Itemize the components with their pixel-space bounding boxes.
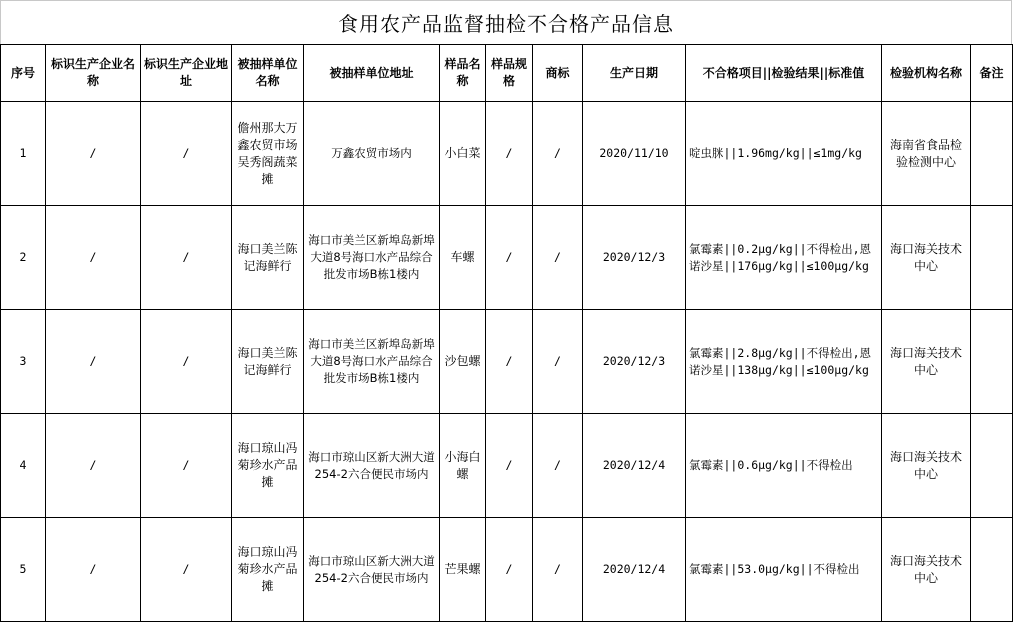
cell-no[interactable]: 5 [1,518,46,622]
header-remark[interactable]: 备注 [971,45,1013,102]
cell-sample-name[interactable]: 沙包螺 [440,310,486,414]
header-sample-name[interactable]: 样品名称 [440,45,486,102]
inspection-table [0,44,1013,622]
header-maker[interactable]: 标识生产企业名称 [46,45,141,102]
cell-lab[interactable]: 海口海关技术中心 [882,206,971,310]
cell-sampled-address[interactable]: 海口市美兰区新埠岛新埠大道8号海口水产品综合批发市场B栋1楼内 [304,310,440,414]
cell-result[interactable]: 氯霉素||53.0μg/kg||不得检出 [686,518,882,622]
cell-no[interactable]: 3 [1,310,46,414]
cell-sampled-unit[interactable]: 海口琼山冯菊珍水产品摊 [232,518,304,622]
cell-brand[interactable]: / [533,414,583,518]
cell-brand[interactable]: / [533,102,583,206]
header-production-date[interactable]: 生产日期 [583,45,686,102]
header-row [1,45,1013,102]
cell-no[interactable]: 2 [1,206,46,310]
header-sampled-address[interactable]: 被抽样单位地址 [304,45,440,102]
cell-sampled-unit[interactable]: 海口美兰陈记海鲜行 [232,206,304,310]
cell-sampled-address[interactable]: 海口市琼山区新大洲大道254-2六合便民市场内 [304,518,440,622]
cell-sample-name[interactable]: 芒果螺 [440,518,486,622]
cell-maker[interactable]: / [46,310,141,414]
header-sampled-unit[interactable]: 被抽样单位名称 [232,45,304,102]
cell-sample-name[interactable]: 小海白螺 [440,414,486,518]
cell-maker[interactable]: / [46,206,141,310]
cell-brand[interactable]: / [533,518,583,622]
header-lab[interactable]: 检验机构名称 [882,45,971,102]
cell-lab[interactable]: 海南省食品检验检测中心 [882,102,971,206]
header-sample-spec[interactable]: 样品规格 [486,45,533,102]
cell-no[interactable]: 4 [1,414,46,518]
cell-sampled-address[interactable]: 海口市琼山区新大洲大道254-2六合便民市场内 [304,414,440,518]
cell-production-date[interactable]: 2020/12/4 [583,518,686,622]
cell-sample-spec[interactable]: / [486,414,533,518]
cell-maker-address[interactable]: / [141,310,232,414]
cell-maker-address[interactable]: / [141,206,232,310]
table-row [1,206,1013,310]
cell-lab[interactable]: 海口海关技术中心 [882,414,971,518]
cell-sampled-unit[interactable]: 儋州那大万鑫农贸市场吴秀阁蔬菜摊 [232,102,304,206]
cell-remark[interactable] [971,518,1013,622]
cell-sample-spec[interactable]: / [486,518,533,622]
table-row [1,102,1013,206]
cell-sampled-address[interactable]: 万鑫农贸市场内 [304,102,440,206]
header-no[interactable]: 序号 [1,45,46,102]
cell-production-date[interactable]: 2020/12/4 [583,414,686,518]
cell-lab[interactable]: 海口海关技术中心 [882,310,971,414]
header-maker-address[interactable]: 标识生产企业地址 [141,45,232,102]
cell-remark[interactable] [971,102,1013,206]
table-row [1,518,1013,622]
cell-no[interactable]: 1 [1,102,46,206]
cell-remark[interactable] [971,206,1013,310]
table-row [1,310,1013,414]
cell-maker[interactable]: / [46,518,141,622]
table-body [1,102,1013,622]
cell-sample-spec[interactable]: / [486,310,533,414]
cell-result[interactable]: 氯霉素||2.8μg/kg||不得检出,恩诺沙星||138μg/kg||≤100μg/kg [686,310,882,414]
cell-remark[interactable] [971,310,1013,414]
cell-maker-address[interactable]: / [141,414,232,518]
cell-production-date[interactable]: 2020/11/10 [583,102,686,206]
cell-brand[interactable]: / [533,310,583,414]
cell-maker-address[interactable]: / [141,518,232,622]
header-result[interactable]: 不合格项目||检验结果||标准值 [686,45,882,102]
cell-sample-spec[interactable]: / [486,206,533,310]
cell-maker[interactable]: / [46,102,141,206]
cell-sample-spec[interactable]: / [486,102,533,206]
cell-production-date[interactable]: 2020/12/3 [583,310,686,414]
sheet-title: 食用农产品监督抽检不合格产品信息 [0,0,1012,44]
cell-sampled-unit[interactable]: 海口琼山冯菊珍水产品摊 [232,414,304,518]
cell-lab[interactable]: 海口海关技术中心 [882,518,971,622]
cell-maker-address[interactable]: / [141,102,232,206]
cell-result[interactable]: 氯霉素||0.2μg/kg||不得检出,恩诺沙星||176μg/kg||≤100μg/kg [686,206,882,310]
cell-maker[interactable]: / [46,414,141,518]
cell-sampled-unit[interactable]: 海口美兰陈记海鲜行 [232,310,304,414]
cell-sampled-address[interactable]: 海口市美兰区新埠岛新埠大道8号海口水产品综合批发市场B栋1楼内 [304,206,440,310]
cell-production-date[interactable]: 2020/12/3 [583,206,686,310]
cell-sample-name[interactable]: 小白菜 [440,102,486,206]
cell-sample-name[interactable]: 车螺 [440,206,486,310]
cell-result[interactable]: 啶虫脒||1.96mg/kg||≤1mg/kg [686,102,882,206]
cell-result[interactable]: 氯霉素||0.6μg/kg||不得检出 [686,414,882,518]
cell-brand[interactable]: / [533,206,583,310]
table-row [1,414,1013,518]
header-brand[interactable]: 商标 [533,45,583,102]
cell-remark[interactable] [971,414,1013,518]
